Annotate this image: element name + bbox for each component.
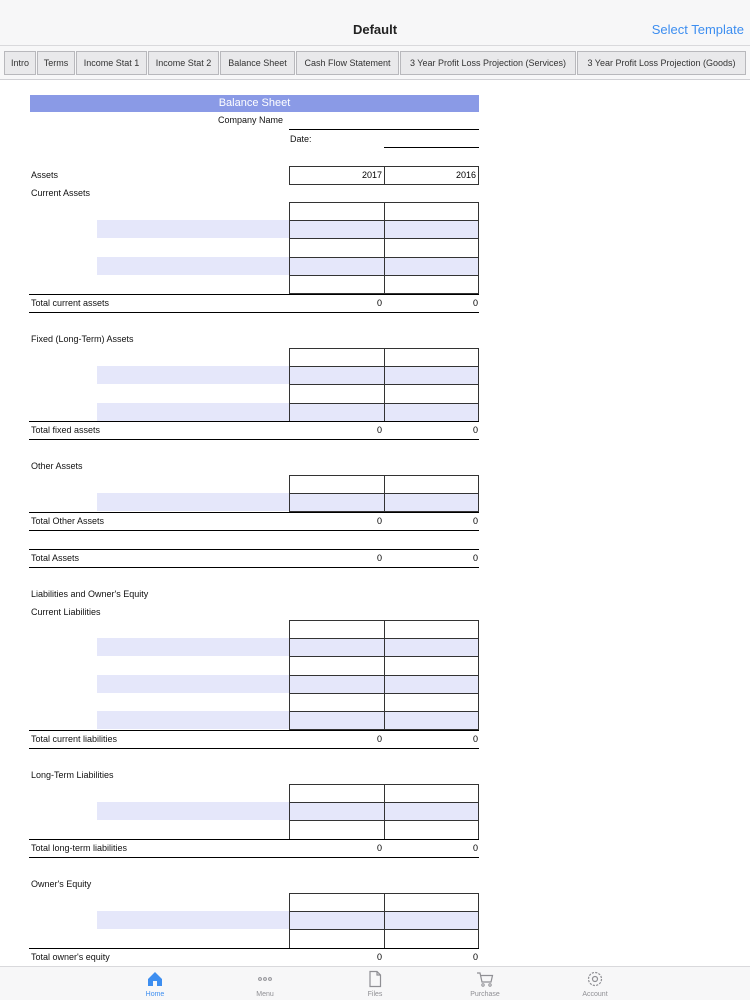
total-other-assets-top-rule (29, 512, 479, 513)
total-owners-equity-top-rule (29, 948, 479, 949)
current-asset-2017-input[interactable] (289, 202, 385, 221)
owners-equity-2016-input[interactable] (384, 911, 479, 930)
tab-terms[interactable]: Terms (37, 51, 75, 75)
current-liabilities-heading: Current Liabilities (31, 607, 101, 617)
total-current-assets-label: Total current assets (31, 298, 110, 308)
total-fixed-assets-label: Total fixed assets (31, 425, 101, 435)
current-liability-2016-input[interactable] (384, 638, 479, 657)
other-asset-2016-input[interactable] (384, 475, 479, 494)
document-title: Default (352, 22, 398, 37)
total-assets-top-rule (29, 549, 479, 550)
total-longterm-liabilities-top-rule (29, 839, 479, 840)
total-current-assets-bottom-rule (29, 312, 479, 313)
current-asset-2017-input[interactable] (289, 257, 385, 276)
date-line (384, 147, 479, 148)
tab-cash-flow-statement[interactable]: Cash Flow Statement (296, 51, 399, 75)
current-asset-2016-input[interactable] (384, 238, 479, 257)
company-name-line (289, 129, 479, 130)
owners-equity-2017-input[interactable] (289, 911, 385, 930)
tab-3-year-profit-loss-services[interactable]: 3 Year Profit Loss Projection (Services) (400, 51, 576, 75)
longterm-liabilities-heading: Long-Term Liabilities (31, 770, 114, 780)
owners-equity-2017-input[interactable] (289, 893, 385, 912)
bottom-tab-label: Files (367, 991, 383, 998)
tab-income-stat-2[interactable]: Income Stat 2 (148, 51, 219, 75)
file-icon (366, 970, 384, 988)
bottom-tab-purchase[interactable] (445, 967, 525, 1001)
total-longterm-liabilities-2016-value: 0 (472, 843, 478, 853)
longterm-liability-2017-input[interactable] (289, 820, 385, 839)
tab-3-year-profit-loss-goods[interactable]: 3 Year Profit Loss Projection (Goods) (577, 51, 746, 75)
total-current-assets-2016-value: 0 (472, 298, 478, 308)
select-template-button[interactable]: Select Template (651, 22, 744, 37)
total-other-assets-2017-value: 0 (376, 516, 382, 526)
current-liability-2016-input[interactable] (384, 711, 479, 730)
fixed-asset-2016-input[interactable] (384, 384, 479, 403)
sheet-title: Balance Sheet (30, 95, 479, 112)
longterm-liability-2017-input[interactable] (289, 784, 385, 803)
longterm-liability-2017-input[interactable] (289, 802, 385, 821)
current-liability-2017-input[interactable] (289, 656, 385, 675)
total-fixed-assets-2016-value: 0 (472, 425, 478, 435)
bottom-tab-files[interactable] (335, 967, 415, 1001)
fixed-assets-heading: Fixed (Long-Term) Assets (31, 334, 134, 344)
owners-equity-2016-input[interactable] (384, 929, 479, 948)
total-current-liabilities-bottom-rule (29, 748, 479, 749)
total-longterm-liabilities-label: Total long-term liabilities (31, 843, 128, 853)
total-owners-equity-2017-value: 0 (376, 952, 382, 962)
total-longterm-liabilities-bottom-rule (29, 857, 479, 858)
other-asset-2016-input[interactable] (384, 493, 479, 512)
total-longterm-liabilities-2017-value: 0 (376, 843, 382, 853)
total-current-liabilities-label: Total current liabilities (31, 734, 118, 744)
total-owners-equity-2016-value: 0 (472, 952, 478, 962)
navigation-bar (0, 0, 750, 46)
other-asset-2017-input[interactable] (289, 475, 385, 494)
assets-heading: Assets (31, 170, 59, 180)
total-current-assets-2017-value: 0 (376, 298, 382, 308)
total-current-liabilities-2016-value: 0 (472, 734, 478, 744)
total-fixed-assets-bottom-rule (29, 439, 479, 440)
bottom-tab-home[interactable] (115, 967, 195, 1001)
current-liability-2016-input[interactable] (384, 656, 479, 675)
total-assets-2016-value: 0 (472, 553, 478, 563)
longterm-liability-2016-input[interactable] (384, 820, 479, 839)
fixed-asset-2017-input[interactable] (289, 384, 385, 403)
tab-intro[interactable]: Intro (4, 51, 36, 75)
current-liability-2017-input[interactable] (289, 693, 385, 712)
other-asset-2017-input[interactable] (289, 493, 385, 512)
current-asset-2017-input[interactable] (289, 220, 385, 239)
bottom-tab-bar (0, 966, 750, 1000)
fixed-asset-2016-input[interactable] (384, 403, 479, 422)
bottom-tab-label: Account (582, 991, 608, 998)
cart-icon (476, 970, 494, 988)
total-assets-bottom-rule (29, 567, 479, 568)
bottom-tab-account[interactable] (555, 967, 635, 1001)
balance-sheet-grid (0, 80, 750, 966)
current-liability-2017-input[interactable] (289, 711, 385, 730)
total-fixed-assets-2017-value: 0 (376, 425, 382, 435)
total-other-assets-2016-value: 0 (472, 516, 478, 526)
current-liability-2017-input[interactable] (289, 620, 385, 639)
total-other-assets-bottom-rule (29, 530, 479, 531)
total-owners-equity-label: Total owner's equity (31, 952, 110, 962)
tab-balance-sheet[interactable]: Balance Sheet (220, 51, 295, 75)
current-asset-2016-input[interactable] (384, 257, 479, 276)
total-assets-2017-value: 0 (376, 553, 382, 563)
total-current-liabilities-2017-value: 0 (376, 734, 382, 744)
owners-equity-2016-input[interactable] (384, 893, 479, 912)
bottom-tab-label: Purchase (470, 991, 500, 998)
sheet-tabs (0, 46, 750, 80)
current-asset-2017-input[interactable] (289, 238, 385, 257)
current-liability-2016-input[interactable] (384, 675, 479, 694)
current-liability-2016-input[interactable] (384, 620, 479, 639)
liabilities-equity-heading: Liabilities and Owner's Equity (31, 589, 149, 599)
date-label: Date: (290, 134, 312, 144)
current-asset-2016-input[interactable] (384, 275, 479, 294)
longterm-liability-2016-input[interactable] (384, 784, 479, 803)
current-asset-2016-input[interactable] (384, 202, 479, 221)
fixed-asset-2016-input[interactable] (384, 366, 479, 385)
other-assets-heading: Other Assets (31, 461, 83, 471)
longterm-liability-2016-input[interactable] (384, 802, 479, 821)
year-2016-header: 2016 (384, 166, 479, 185)
current-assets-heading: Current Assets (31, 188, 91, 198)
total-other-assets-label: Total Other Assets (31, 516, 105, 526)
tab-income-stat-1[interactable]: Income Stat 1 (76, 51, 147, 75)
company-name-label: Company Name (218, 115, 284, 125)
current-liability-2017-input[interactable] (289, 675, 385, 694)
current-asset-2016-input[interactable] (384, 220, 479, 239)
total-current-liabilities-top-rule (29, 730, 479, 731)
fixed-asset-2017-input[interactable] (289, 348, 385, 367)
bottom-tab-label: Home (145, 991, 165, 998)
total-assets-label: Total Assets (31, 553, 80, 563)
total-current-assets-top-rule (29, 294, 479, 295)
fixed-asset-2016-input[interactable] (384, 348, 479, 367)
year-2017-header: 2017 (289, 166, 385, 185)
bottom-tab-label: Menu (256, 991, 274, 998)
current-liability-2016-input[interactable] (384, 693, 479, 712)
total-fixed-assets-top-rule (29, 421, 479, 422)
home-icon (146, 970, 164, 988)
owners-equity-heading: Owner's Equity (31, 879, 92, 889)
fixed-asset-2017-input[interactable] (289, 403, 385, 422)
current-asset-2017-input[interactable] (289, 275, 385, 294)
more-dots-icon (256, 970, 274, 988)
fixed-asset-2017-input[interactable] (289, 366, 385, 385)
owners-equity-2017-input[interactable] (289, 929, 385, 948)
bottom-tab-menu[interactable] (225, 967, 305, 1001)
current-liability-2017-input[interactable] (289, 638, 385, 657)
gear-icon (586, 970, 604, 988)
